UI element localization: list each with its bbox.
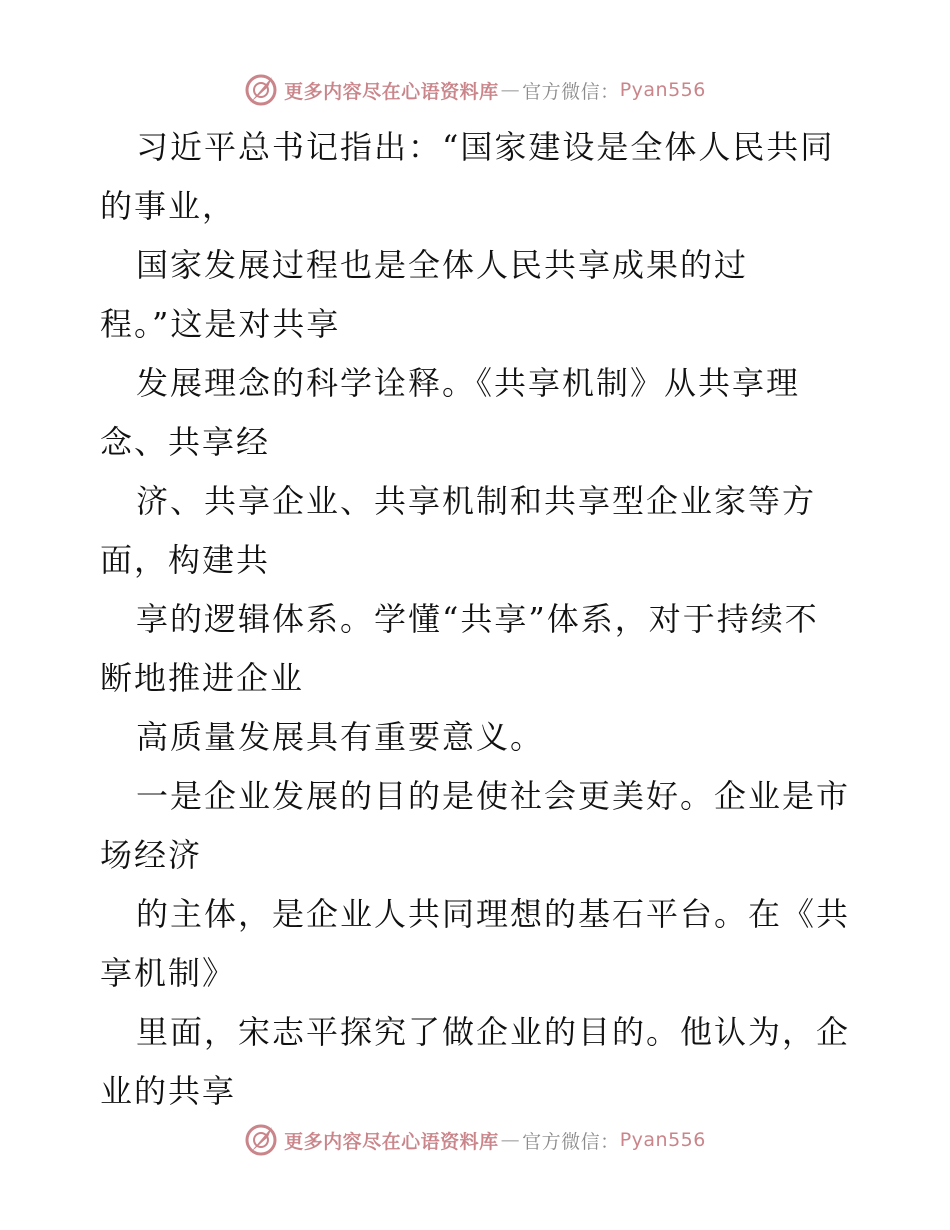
text-line: 程。”这是对共享	[100, 305, 341, 343]
text-line: 享机制》	[100, 954, 237, 992]
text-line: 发展理念的科学诠释。《共享机制》从共享理	[136, 364, 801, 402]
watermark-main-text: 更多内容尽在心语资料库	[284, 1130, 499, 1153]
text-line: 一是企业发展的目的是使社会更美好。企业是市	[136, 777, 851, 815]
watermark-wechat-label: 官方微信：	[522, 1130, 620, 1153]
text-line: 习近平总书记指出：“国家建设是全体人民共同	[136, 128, 835, 166]
quill-logo-icon	[244, 73, 278, 107]
document-body	[100, 118, 880, 1121]
text-line: 的事业，	[100, 187, 237, 225]
quill-logo-icon	[244, 1123, 278, 1157]
watermark-separator: —	[500, 1129, 521, 1151]
watermark-wechat-id: Pyan556	[619, 79, 706, 101]
header-watermark	[0, 72, 950, 108]
text-line: 高质量发展具有重要意义。	[136, 718, 545, 756]
text-line: 断地推进企业	[100, 659, 305, 697]
watermark-main-text: 更多内容尽在心语资料库	[284, 80, 499, 103]
text-line: 念、共享经	[100, 423, 271, 461]
text-line: 面，构建共	[100, 541, 271, 579]
footer-watermark	[0, 1122, 950, 1158]
text-line: 业的共享	[100, 1072, 237, 1110]
text-line: 场经济	[100, 836, 203, 874]
watermark-wechat-label: 官方微信：	[522, 80, 620, 103]
watermark-separator: —	[500, 79, 521, 101]
watermark-wechat-id: Pyan556	[619, 1129, 706, 1151]
text-line: 济、共享企业、共享机制和共享型企业家等方	[136, 482, 817, 520]
text-line: 的主体，是企业人共同理想的基石平台。在《共	[136, 895, 851, 933]
text-line: 里面，宋志平探究了做企业的目的。他认为，企	[136, 1013, 851, 1051]
text-line: 享的逻辑体系。学懂“共享”体系，对于持续不	[136, 600, 819, 638]
text-line: 国家发展过程也是全体人民共享成果的过	[136, 246, 749, 284]
